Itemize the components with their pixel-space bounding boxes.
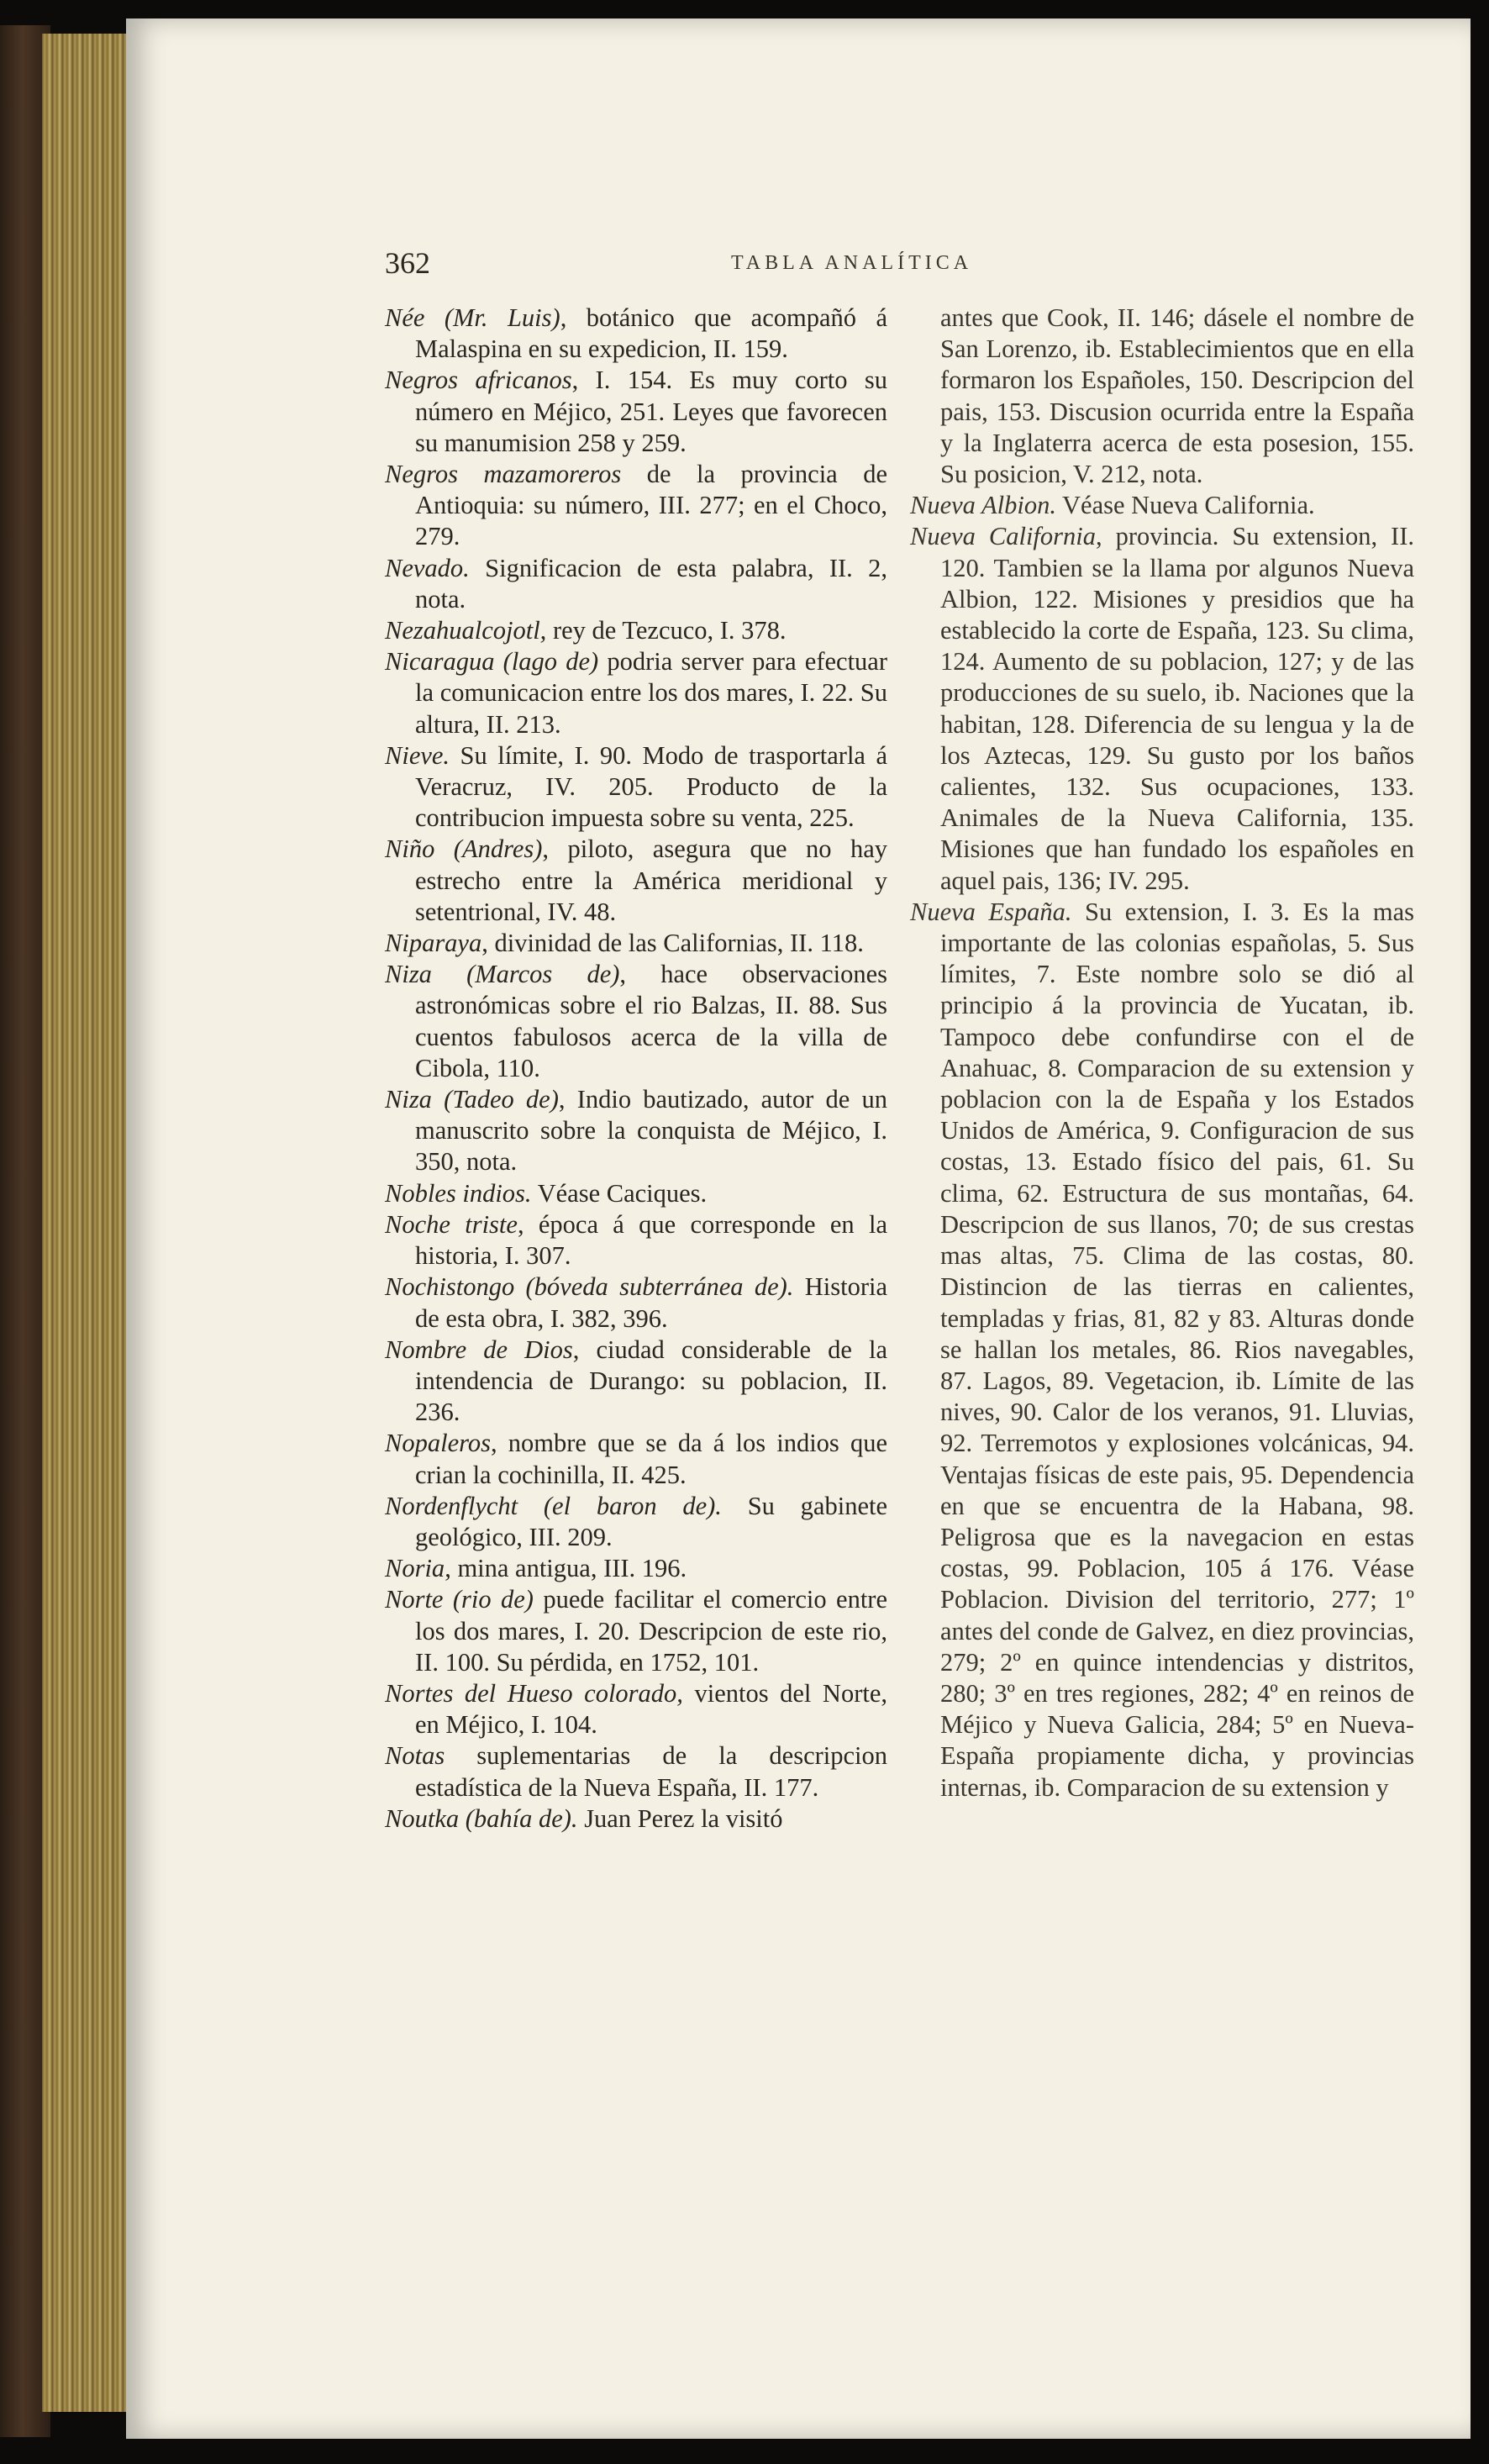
entry-headword: Notas [385, 1741, 445, 1771]
entry-headword: Niza (Marcos de) [385, 960, 620, 989]
entry-text: puede facilitar el comercio entre los dos mares, I. 20. Descripcion de este rio, II. 100. Su pérdida, en 1752, 101. [415, 1585, 887, 1677]
index-entry [385, 365, 887, 459]
entry-text: de la provincia de Antioquia: su número, III. 277; en el Choco, 279. [415, 460, 887, 551]
entry-headword: Noutka (bahía de). [385, 1803, 578, 1833]
entry-headword: Nieve. [385, 740, 450, 770]
entry-text: Véase Nueva California. [1055, 491, 1315, 520]
entry-headword: Nezahualcojotl, [385, 616, 547, 645]
index-entry [385, 1209, 887, 1271]
index-entry [910, 490, 1414, 521]
entry-text: antes que Cook, II. 146; dásele el nombre de San Lorenzo, ib. Establecimientos que en ella formaron los Españoles, 150. Descripcion del pais, 153. Discusion ocurrida entre la España y la Inglaterra acerca de esta posesion, 155. Su posicion, V. 212, nota. [940, 303, 1414, 489]
entry-text: , piloto, asegura que no hay estrecho entre la América meridional y setentrional, IV. 48. [415, 834, 888, 926]
entry-headword: Niparaya [385, 929, 482, 958]
index-entry [385, 1491, 887, 1553]
entry-text: Significacion de esta palabra, II. 2, nota. [415, 553, 887, 613]
entry-text: podria server para efectuar la comunicacion entre los dos mares, I. 22. Su altura, II. 213. [415, 647, 887, 739]
index-entry [385, 1553, 887, 1584]
index-entry [910, 897, 1414, 1803]
entry-text: , botánico que acompañó á Malaspina en su expedicion, II. 159. [415, 303, 887, 364]
entry-text: , mina antigua, III. 196. [445, 1554, 687, 1583]
index-entry [385, 646, 887, 740]
entry-text: Su extension, I. 3. Es la mas importante de las colonias españolas, 5. Sus límites, 7. Este nombre solo se dió al principio á la provincia de Yucatan, ib. Tampoco debe confundirse con el de Anahuac, 8. Comparacion de su extension y poblacion con la de España y los Estados Unidos de América, 9. Configuracion de sus costas, 13. Estado físico del pais, 61. Su clima, 62. Estructura de sus montañas, 64. Descripcion de sus llanos, 70; de sus crestas mas altas, 75. Clima de las costas, 80. Distincion de las tierras en calientes, templadas y frias, 81, 82 y 83. Alturas donde se hallan los metales, 86. Rios navegables, 87. Lagos, 89. Vegetacion, ib. Límite de las nives, 90. Calor de los veranos, 91. Lluvias, 92. Terremotos y explosiones volcánicas, 94. Ventajas físicas de este pais, 95. Dependencia en que se encuentra de la Habana, 98. Peligrosa que es la navegacion en estas costas, 99. Poblacion, 105 á 176. Véase Poblacion. Division del territorio, 277; 1º antes del conde de Galvez, en diez provincias, 279; 2º en quince intendencias y distritos, 280; 3º en tres regiones, 282; 4º en reinos de Méjico y Nueva Galicia, 284; 5º en Nueva-España propiamente dicha, y provincias internas, ib. Comparacion de su extension y [940, 897, 1415, 1802]
entry-headword: Nueva Albion. [910, 491, 1056, 520]
entry-headword: Norte (rio de) [385, 1585, 534, 1614]
index-entry [385, 553, 887, 615]
entry-headword: Noche triste [385, 1209, 518, 1239]
entry-headword: Nopaleros [385, 1429, 491, 1458]
index-entry [385, 1428, 887, 1490]
entry-text: , Indio bautizado, autor de un manuscrito sobre la conquista de Méjico, I. 350, nota. [415, 1085, 887, 1177]
entry-headword: Nobles indios. [385, 1178, 532, 1208]
entry-headword: Nordenflycht (el baron de). [385, 1491, 722, 1520]
index-entry [385, 1740, 887, 1803]
entry-text: Historia de esta obra, I. 382, 396. [415, 1272, 887, 1333]
index-entry [385, 740, 887, 834]
index-entry [385, 1084, 887, 1178]
entry-text: Véase Caciques. [531, 1178, 708, 1208]
entry-headword: Nortes del Hueso colorado, [385, 1678, 683, 1708]
entry-headword: Nevado. [385, 553, 470, 582]
entry-text: Su límite, I. 90. Modo de trasportarla á Veracruz, IV. 205. Producto de la contribucion impuesta sobre su venta, 225. [415, 740, 887, 833]
entry-text: , ciudad considerable de la intendencia de Durango: su poblacion, II. 236. [415, 1335, 887, 1427]
gilt-page-edges [42, 34, 126, 2412]
entry-headword: Niza (Tadeo de) [385, 1085, 559, 1114]
index-entry [385, 615, 887, 646]
running-head: TABLA ANALÍTICA [731, 252, 973, 274]
entry-text: Su gabinete geológico, III. 209. [415, 1491, 887, 1551]
index-entry-continuation [910, 303, 1414, 490]
index-entry [385, 1584, 887, 1678]
page-number: 362 [385, 246, 430, 280]
index-entry [385, 834, 887, 928]
index-entry [385, 1678, 887, 1740]
entry-text: , época á que corresponde en la historia, I. 307. [415, 1209, 887, 1271]
entry-headword: Nicaragua (lago de) [385, 647, 599, 677]
index-entry [385, 303, 887, 365]
entry-text: Juan Perez la visitó [577, 1803, 783, 1833]
index-entry [385, 928, 887, 959]
index-entry [385, 1178, 887, 1209]
entry-headword: Niño (Andres) [385, 834, 543, 864]
index-entry [385, 1335, 887, 1429]
entry-text: , nombre que se da á los indios que crian la cochinilla, II. 425. [415, 1429, 887, 1489]
index-entry [385, 959, 887, 1084]
entry-headword: Nueva California [910, 522, 1096, 551]
index-column-left [385, 303, 887, 1835]
entry-text: vientos del Norte, en Méjico, I. 104. [415, 1678, 888, 1740]
entry-text: , I. 154. Es muy corto su número en Méjico, 251. Leyes que favorecen su manumision 258 y 259. [415, 366, 888, 457]
entry-text: , divinidad de las Californias, II. 118. [481, 929, 864, 958]
index-column-right [910, 303, 1414, 1803]
entry-headword: Negros mazamoreros [385, 460, 622, 489]
entry-headword: Noria [385, 1554, 445, 1583]
index-entry [385, 459, 887, 553]
entry-text: rey de Tezcuco, I. 378. [546, 616, 787, 645]
index-entry [385, 1271, 887, 1334]
index-entry [385, 1803, 887, 1835]
entry-headword: Nochistongo (bóveda subterránea de). [385, 1272, 794, 1302]
entry-text: , provincia. Su extension, II. 120. Tambien se la llama por algunos Nueva Albion, 122. Misiones y presidios que ha establecido la corte de España, 123. Su clima, 124. Aumento de su poblacion, 127; y de las producciones de su suelo, ib. Naciones que la habitan, 128. Diferencia de su lengua y la de los Aztecas, 129. Su gusto por los baños calientes, 132. Sus ocupaciones, 133. Animales de la Nueva California, 135. Misiones que han fundado los españoles en aquel pais, 136; IV. 295. [940, 522, 1414, 895]
index-entry [910, 521, 1414, 896]
entry-headword: Nueva España. [910, 897, 1072, 926]
entry-text: , hace observaciones astronómicas sobre el rio Balzas, II. 88. Sus cuentos fabulosos acerca de la villa de Cibola, 110. [415, 960, 887, 1082]
entry-text: suplementarias de la descripcion estadística de la Nueva España, II. 177. [415, 1741, 887, 1802]
entry-headword: Née (Mr. Luis) [385, 303, 560, 332]
entry-headword: Nombre de Dios [385, 1335, 573, 1364]
entry-headword: Negros africanos [385, 366, 572, 395]
